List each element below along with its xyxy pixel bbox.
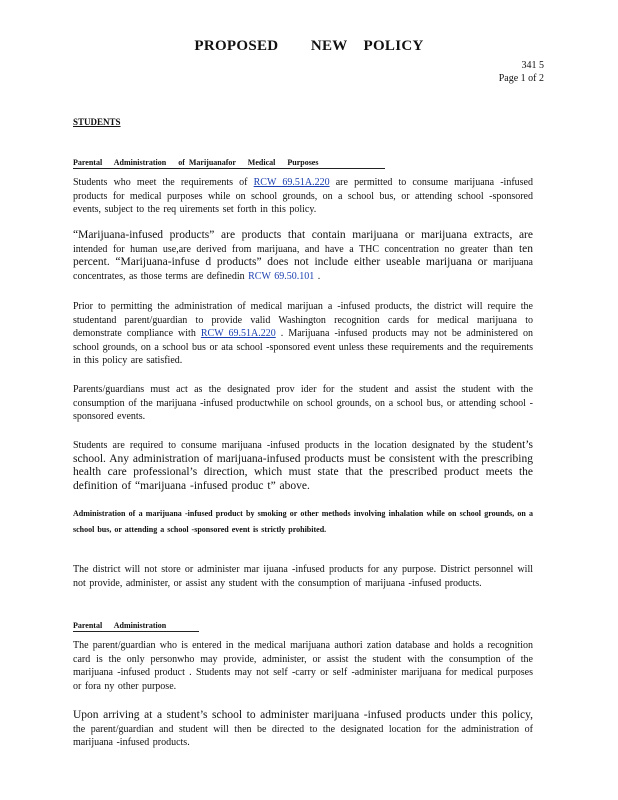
paragraph-eligibility: Students who meet the requirements of RCW 69.51A.220 are permitted to consume marijuana -infused products for medical purposes while on school grounds, on a school bus, or attending school -sponsored events, subject to the req uirements set forth in this policy. [73, 177, 533, 215]
paragraph-district-storage: The district will not store or administer mar ijuana -infused products for any purpose. District personnel will not provide, administer, or assist any student with the consumption of marijuana -infused products. [73, 564, 533, 589]
page-indicator: Page 1 of 2 [498, 73, 544, 84]
paragraph-definition: “Marijuana-infused products” are products that contain marijuana or marijuana extracts, are intended for human use,are derived from marijuana, and have a THC concentration no greater than ten percent. “Marijuana-infuse d products” does not include either useable marijuana or marijuana concentrates, as those terms are definedin RCW 69.50.101 . [73, 229, 533, 282]
paragraph-parents-guardians: Parents/guardians must act as the designated prov ider for the student and assist the student with the consumption of the marijuana -infused productwhile on school grounds, on a school bus, or attending school -sponsored events. [73, 384, 533, 422]
rcw-69-50-101-link[interactable]: RCW 69.50.101 [248, 270, 315, 282]
paragraph-parent-authorization: The parent/guardian who is entered in the medical marijuana authori zation database and holds a recognition card is the only personwho may provide, administer, or assist the student with the consumption of the marijuana -infused product . Students may not self -carry or self -administer marijuana for medical purposes or fora ny other purpose. [73, 640, 533, 692]
students-label: STUDENTS [73, 117, 121, 127]
rcw-69-51a-220-link-2[interactable]: RCW 69.51A.220 [200, 328, 276, 339]
section-heading-parental-administration: Parental Administration [73, 621, 199, 632]
paragraph-location: Students are required to consume marijuana -infused products in the location designated by the student’s school. Any administration of marijuana-infused products must be consistent with the prescribing health care professional’s direction, which must state that the prescribed product meets the definition of “marijuana -infused produc t” above. [73, 439, 533, 492]
paragraph-arrival-procedure: Upon arriving at a student’s school to administer marijuana -infused products under this policy, the parent/guardian and student will then be directed to the designated location for the administration of marijuana -infused products. [73, 709, 533, 748]
paragraph-prior-to-permitting: Prior to permitting the administration of medical marijuan a -infused products, the district will require the studentand parent/guardian to provide valid Washington recognition cards for medical marijuana to demonstrate compliance with RCW 69.51A.220 . Marijuana -infused products may not be administered on school grounds, on a school bus or ata school -sponsored event unless these requirements and the requirements in this policy are satisfied. [73, 301, 534, 366]
rcw-69-51a-220-link[interactable]: RCW 69.51A.220 [253, 177, 330, 188]
document-title: PROPOSED NEW POLICY [194, 38, 424, 54]
policy-number: 341 5 [521, 60, 544, 71]
section-heading-parental-administration-medical: Parental Administration of Marijuanafor Medical Purposes [73, 158, 385, 169]
paragraph-smoking-prohibited: Administration of a marijuana -infused product by smoking or other methods involving inhalation while on school grounds, on a school bus, or attending a school -sponsored event is strictly prohibited. [73, 509, 533, 534]
